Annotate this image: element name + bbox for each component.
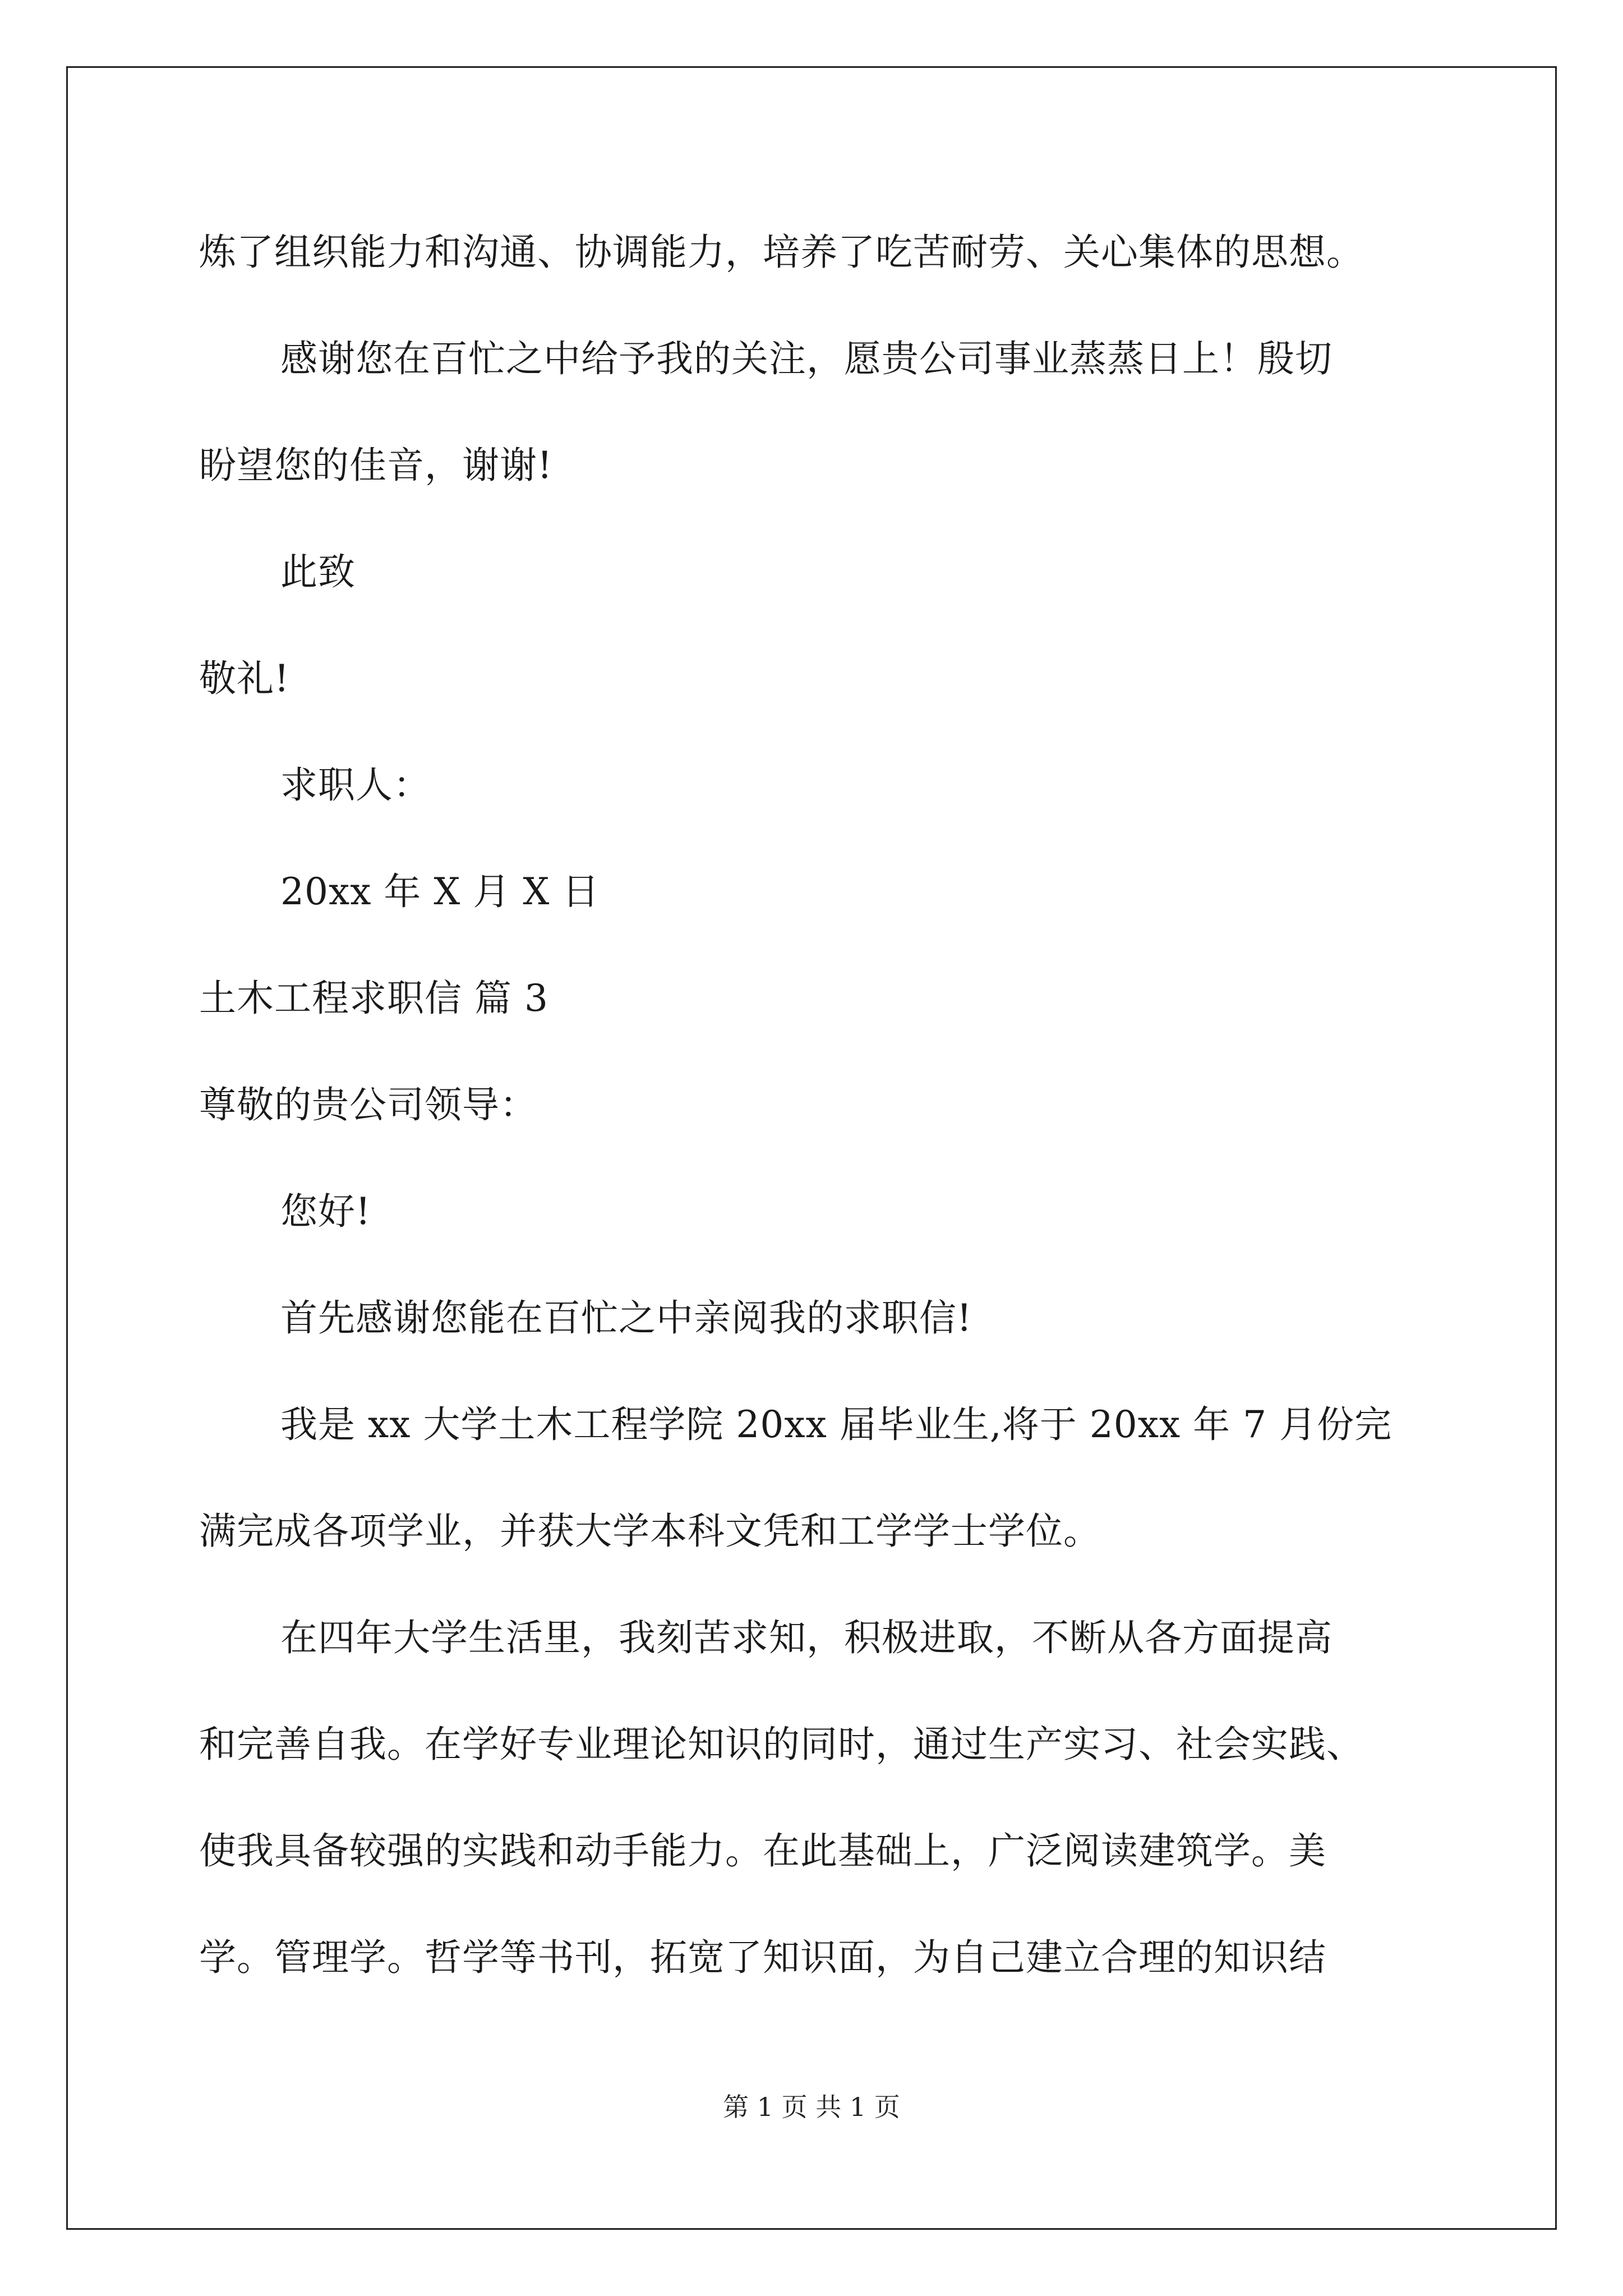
paragraph-line: 学。管理学。哲学等书刊，拓宽了知识面，为自己建立合理的知识结 <box>199 1936 1326 1979</box>
paragraph-line: 和完善自我。在学好专业理论知识的同时，通过生产实习、社会实践、 <box>199 1723 1364 1766</box>
paragraph-line: 感谢您在百忙之中给予我的关注，愿贵公司事业蒸蒸日上！殷切 <box>280 337 1332 380</box>
date-line: 20xx 年 X 月 X 日 <box>280 870 600 913</box>
paragraph-line: 首先感谢您能在百忙之中亲阅我的求职信! <box>280 1296 972 1340</box>
greeting: 您好! <box>280 1190 371 1233</box>
paragraph-line: 炼了组织能力和沟通、协调能力，培养了吃苦耐劳、关心集体的思想。 <box>199 231 1364 274</box>
closing-regards: 敬礼! <box>199 657 290 700</box>
closing-salutation: 此致 <box>280 550 356 593</box>
paragraph-line: 使我具备较强的实践和动手能力。在此基础上，广泛阅读建筑学。美 <box>199 1829 1326 1872</box>
applicant-label: 求职人： <box>280 763 431 807</box>
paragraph-line: 满完成各项学业，并获大学本科文凭和工学学士学位。 <box>199 1510 1101 1553</box>
page-number-footer: 第 1 页 共 1 页 <box>723 2092 900 2122</box>
paragraph-line: 在四年大学生活里，我刻苦求知，积极进取，不断从各方面提高 <box>280 1616 1332 1659</box>
section-title: 土木工程求职信 篇 3 <box>199 977 548 1020</box>
paragraph-line: 我是 xx 大学土木工程学院 20xx 届毕业生,将于 20xx 年 7 月份完 <box>280 1403 1393 1446</box>
greeting-recipient: 尊敬的贵公司领导： <box>199 1083 537 1126</box>
paragraph-line: 盼望您的佳音，谢谢! <box>199 444 553 487</box>
page-border <box>66 66 1557 2230</box>
